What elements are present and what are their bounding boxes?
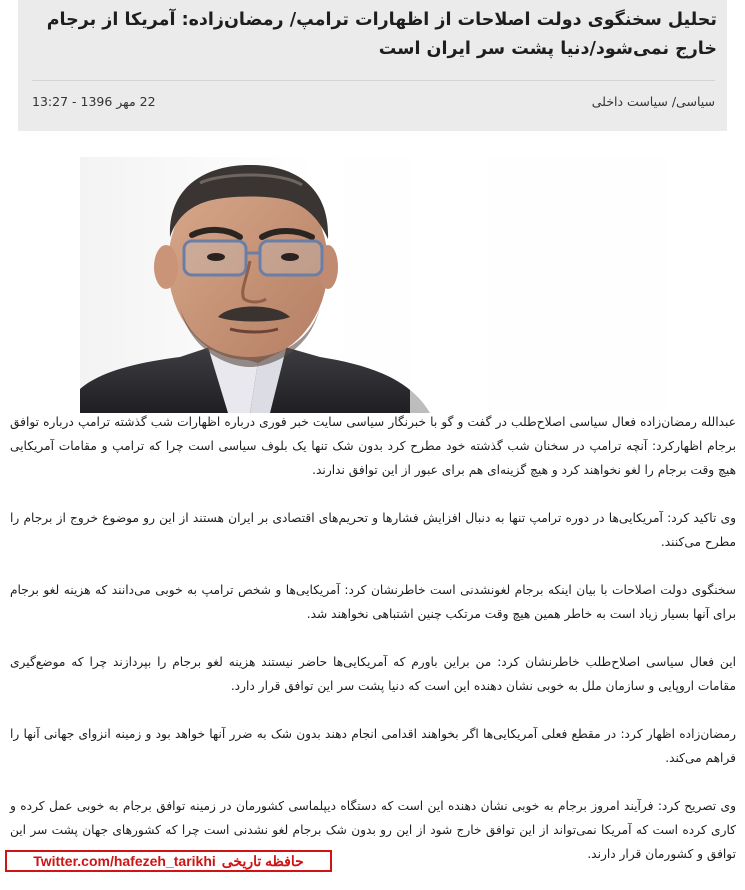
article-paragraph: وی تصریح کرد: فرآیند امروز برجام به خوبی نشان دهنده این است که دستگاه دیپلماسی کشورمان در زمینه توافق برجام به خوبی عمل کرده و کاری کرده است که آمریکا نمی‌تواند از این توافق خارج شود از این رو بدون شک برجام لغو نشدنی است چرا که کشورهای جهان پشت سر این توافق و کشورمان قرار دارند.: [10, 799, 736, 861]
article-paragraph: سخنگوی دولت اصلاحات با بیان اینکه برجام لغونشدنی است خاطرنشان کرد: آمریکایی‌ها و شخص ترامپ به خوبی می‌دانند که هزینه لغو برجام برای آنها بسیار زیاد است به خاطر همین هیچ وقت مرتکب چنین اشتباهی نخواهند شد.: [10, 583, 736, 621]
article-title: تحلیل سخنگوی دولت اصلاحات از اظهارات ترامپ/ رمضان‌زاده: آمریکا از برجام خارج نمی‌شود/دنیا پشت سر ایران است: [46, 10, 717, 59]
article-paragraph: وی تاکید کرد: آمریکایی‌ها در دوره ترامپ تنها به دنبال افزایش فشارها و تحریم‌های اقتصادی بر ایران هستند از این رو موضوع خروج از برجام را مطرح می‌کنند.: [10, 511, 736, 549]
article-header: [18, 0, 727, 131]
watermark-handle: Twitter.com/hafezeh_tarikhi: [33, 853, 216, 869]
article-paragraph: عبدالله رمضان‌زاده فعال سیاسی اصلاح‌طلب در گفت و گو با خبرنگار سیاسی سایت خبر فوری درباره اظهارات شب گذشته ترامپ درباره توافق برجام اظهارکرد: آنچه ترامپ در سخنان شب گذشته خود مطرح کرد بدون شک تنها یک بلوف سیاسی است چرا که ترامپ و مقامات آمریکایی هیچ وقت برجام را لغو نخواهند کرد و هیچ گزینه‌ای هم برای عبور از این توافق ندارند.: [10, 415, 736, 477]
article-datetime: 22 مهر 1396 - 13:27: [32, 94, 156, 109]
portrait-illustration: [80, 157, 666, 413]
watermark-persian-name: حافظه تاریخی: [221, 852, 304, 869]
article-meta: [32, 94, 715, 112]
article-category-link[interactable]: سیاسی/ سیاست داخلی: [591, 94, 715, 109]
article-paragraph: رمضان‌زاده اظهار کرد: در مقطع فعلی آمریکایی‌ها اگر بخواهند اقدامی انجام دهند بدون شک به ضرر آنها خواهد بود و زمینه انزوای جهانی آنها را فراهم می‌کند.: [10, 727, 736, 765]
article-body: [10, 410, 736, 890]
article-photo: [80, 157, 666, 413]
header-divider: [32, 80, 715, 81]
twitter-watermark: [5, 850, 332, 872]
article-paragraph: این فعال سیاسی اصلاح‌طلب خاطرنشان کرد: من براین باورم که آمریکایی‌ها حاضر نیستند هزینه لغو برجام را بپردازند چرا که موضع‌گیری مقامات اروپایی و سازمان ملل به خوبی نشان دهنده این است که دنیا پشت سر این توافق قرار دارد.: [10, 655, 736, 693]
